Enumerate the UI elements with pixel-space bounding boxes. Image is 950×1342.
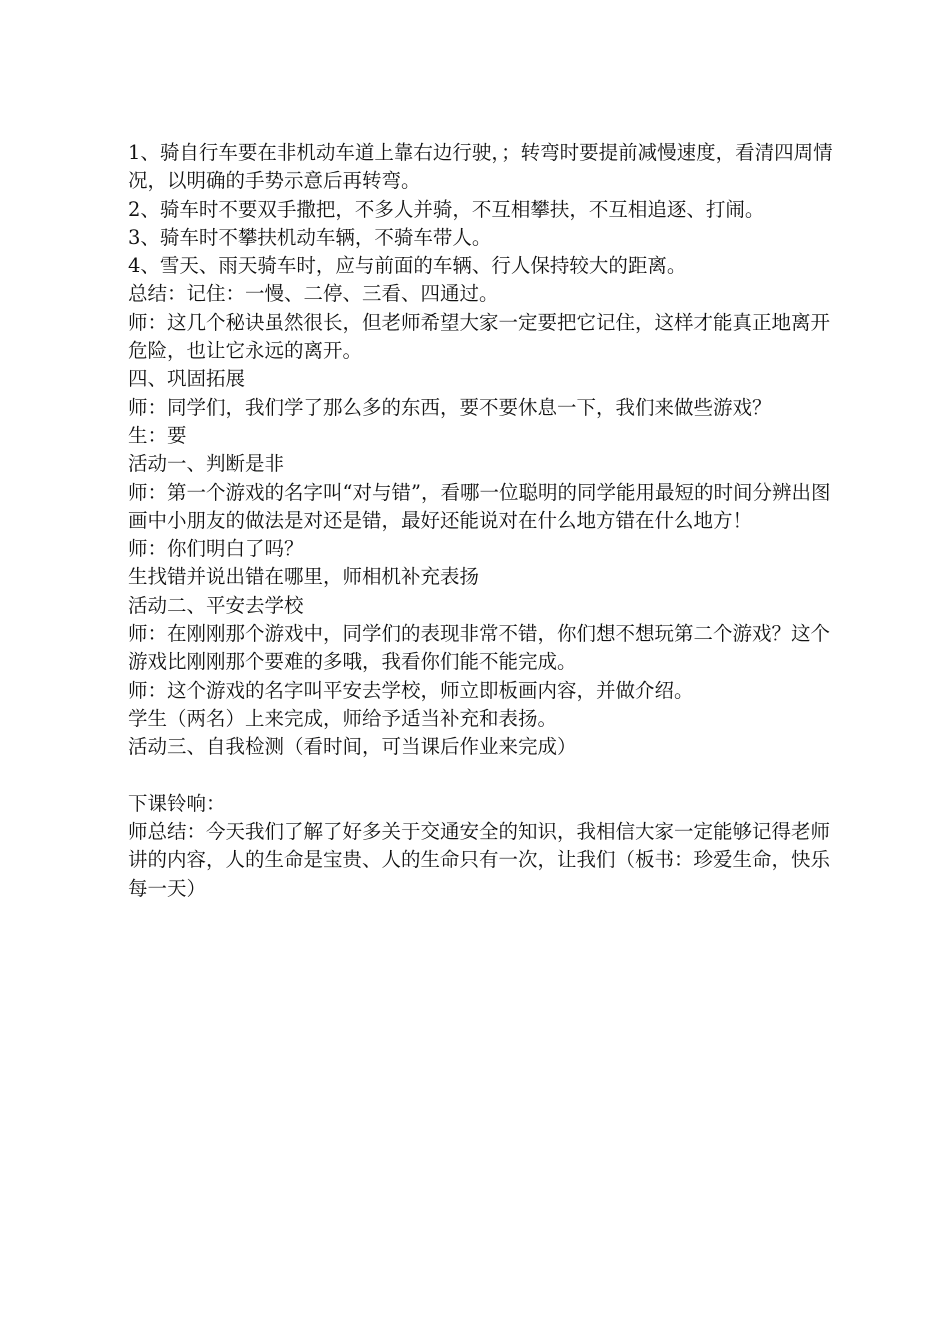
activity-heading-3: 活动三、自我检测（看时间，可当课后作业来完成） (128, 735, 577, 759)
paragraph-teacher-remark: 师：这几个秘诀虽然很长，但老师希望大家一定要把它记住，这样才能真正地离开危险，也让它永远的离开。 (128, 310, 831, 363)
paragraph-bell: 下课铃响： (128, 791, 226, 815)
activity-heading-1: 活动一、判断是非 (128, 452, 285, 476)
paragraph-teacher-game-intro: 师：同学们，我们学了那么多的东西，要不要休息一下，我们来做些游戏？ (128, 395, 772, 419)
paragraph-teacher-conclusion: 师总结：今天我们了解了好多关于交通安全的知识，我相信大家一定能够记得老师讲的内容，人的生命是宝贵、人的生命只有一次，让我们（板书：珍爱生命，快乐每一天） (128, 820, 831, 900)
paragraph-rule-2: 2、骑车时不要双手撒把，不多人并骑，不互相攀扶，不互相追逐、打闹。 (128, 197, 765, 221)
paragraph-activity-2-intro: 师：在刚刚那个游戏中，同学们的表现非常不错，你们想不想玩第二个游戏？这个游戏比刚刚那个要难的多哦，我看你们能不能完成。 (128, 622, 831, 674)
paragraph-teacher-question: 师：你们明白了吗？ (128, 537, 304, 561)
paragraph-activity-1-desc: 师：第一个游戏的名字叫“对与错”，看哪一位聪明的同学能用最短的时间分辨出图画中小朋友的做法是对还是错，最好还能说对在什么地方错在什么地方！ (128, 480, 831, 532)
paragraph-activity-2-desc: 师：这个游戏的名字叫平安去学校，师立即板画内容，并做介绍。 (128, 678, 694, 702)
section-heading-consolidate: 四、巩固拓展 (128, 367, 246, 391)
paragraph-rule-3: 3、骑车时不攀扶机动车辆，不骑车带人。 (128, 225, 492, 249)
paragraph-rule-4: 4、雪天、雨天骑车时，应与前面的车辆、行人保持较大的距离。 (128, 254, 687, 278)
paragraph-student-action: 生找错并说出错在哪里，师相机补充表扬 (128, 565, 480, 589)
paragraph-student-reply: 生：要 (128, 423, 187, 447)
paragraph-summary: 总结：记住：一慢、二停、三看、四通过。 (128, 282, 499, 306)
paragraph-activity-2-students: 学生（两名）上来完成，师给予适当补充和表扬。 (128, 706, 558, 730)
document-body (128, 139, 843, 903)
blank-line (128, 762, 843, 790)
paragraph-rule-1: 1、骑自行车要在非机动车道上靠右边行驶，；转弯时要提前减慢速度，看清四周情况，以明确的手势示意后再转弯。 (128, 141, 833, 193)
activity-heading-2: 活动二、平安去学校 (128, 593, 304, 617)
